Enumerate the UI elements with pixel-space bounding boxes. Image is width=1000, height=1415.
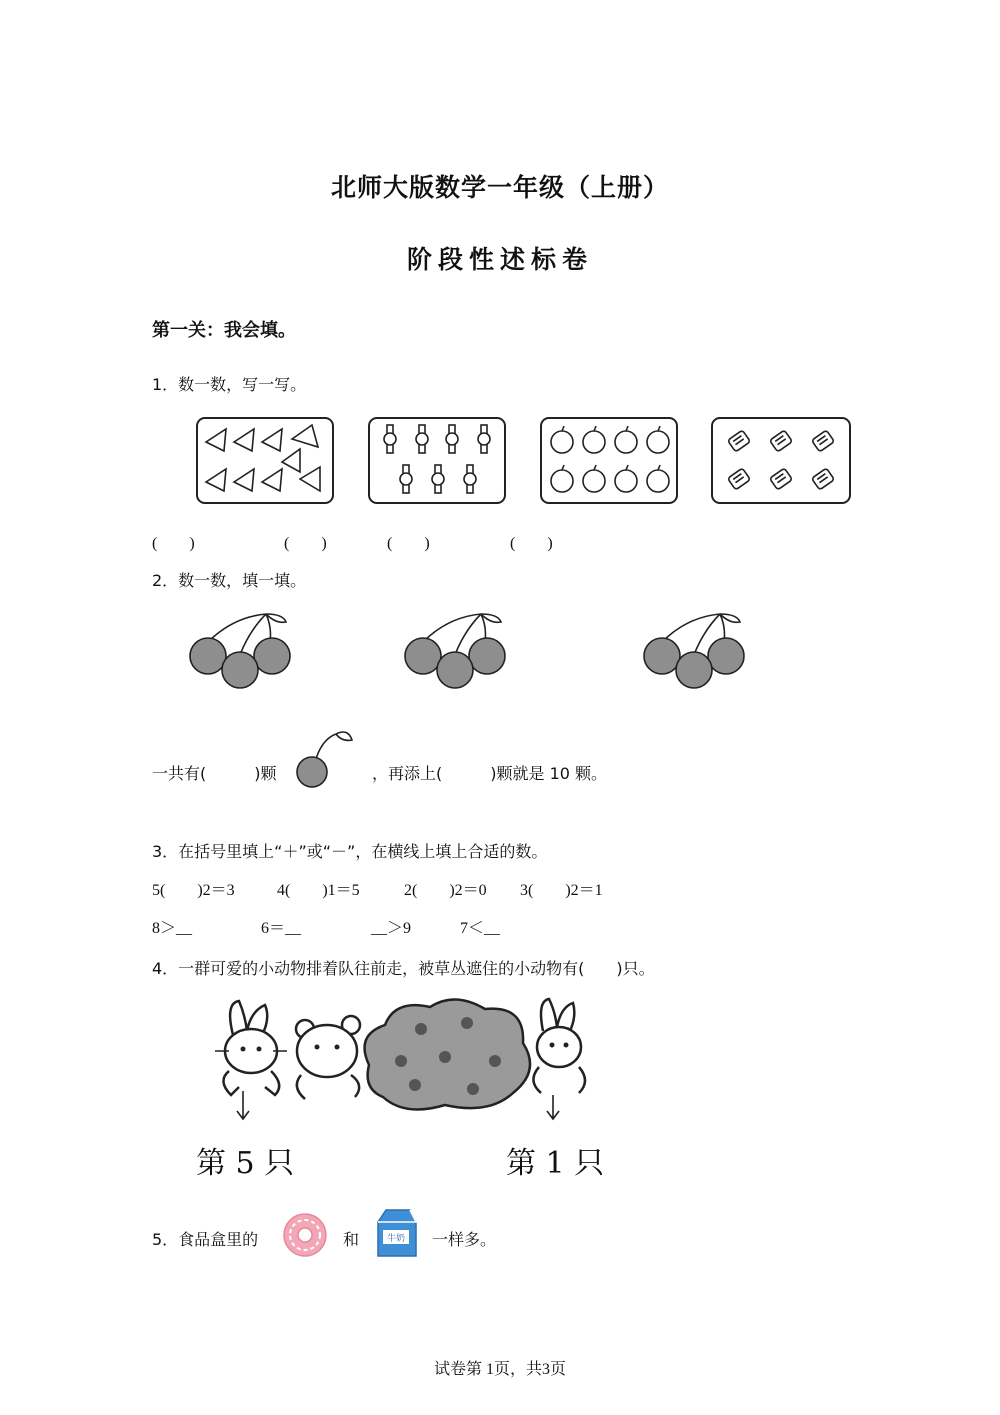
question-2-line-start: 一共有( )颗 (152, 764, 277, 783)
equation-2: 4( )1＝5 (277, 882, 360, 899)
snacks-picture-box (711, 417, 853, 505)
page-title: 北师大版数学一年级（上册） (330, 173, 669, 202)
hats-picture-box (196, 417, 336, 505)
equation-4: 3( )2＝1 (520, 882, 603, 899)
answer-blank-1[interactable]: ( ) (152, 535, 195, 552)
page-subtitle: 阶段性述标卷 (406, 245, 593, 274)
answer-blank-3[interactable]: ( ) (387, 535, 430, 552)
apple-icon (551, 426, 669, 492)
cherries-group-2 (403, 612, 513, 692)
rabbit-icon (215, 1001, 287, 1095)
milk-label: 牛奶 (386, 1234, 406, 1244)
question-5-prompt-start: 5．食品盒里的 (152, 1230, 259, 1249)
question-1-prompt: 1．数一数，写一写。 (152, 375, 307, 394)
compare-4: 7＜__ (460, 920, 501, 937)
hat-icon (206, 425, 320, 491)
question-5-prompt-end: 一样多。 (432, 1230, 497, 1249)
compare-1: 8＞__ (152, 920, 193, 937)
snack-pack-icon (728, 430, 835, 490)
answer-blank-2[interactable]: ( ) (284, 535, 327, 552)
compare-3: __＞9 (371, 920, 412, 937)
apples-picture-box (540, 417, 680, 505)
arrow-down-icon (237, 1091, 249, 1119)
cherries-group-1 (188, 612, 298, 692)
cherry-icon (644, 638, 744, 688)
answer-blank-4[interactable]: ( ) (510, 535, 553, 552)
watch-icon (384, 425, 490, 493)
milk-carton-icon (374, 1208, 418, 1258)
question-3-prompt: 3．在括号里填上“＋”或“－”，在横线上填上合适的数。 (152, 842, 548, 861)
animals-queue-picture (205, 995, 625, 1120)
cherry-icon (190, 638, 290, 688)
arrow-down-icon (547, 1095, 559, 1119)
question-5-and: 和 (343, 1230, 360, 1249)
label-fifth-animal: 第 5 只 (196, 1146, 295, 1181)
donut-icon (282, 1212, 328, 1258)
page-footer: 试卷第 1页，共3页 (433, 1361, 566, 1378)
question-2-line-end: ，再添上( )颗就是 10 颗。 (372, 764, 608, 783)
bush-icon (365, 999, 530, 1109)
question-4-prompt: 4．一群可爱的小动物排着队往前走，被草丛遮住的小动物有( )只。 (152, 959, 655, 978)
cherries-group-3 (642, 612, 752, 692)
equation-3: 2( )2＝0 (404, 882, 487, 899)
question-2-prompt: 2．数一数，填一填。 (152, 571, 307, 590)
watches-picture-box (368, 417, 508, 505)
cherry-icon (405, 638, 505, 688)
single-cherry-icon (296, 726, 358, 790)
rabbit-icon (533, 999, 585, 1093)
bear-icon (296, 1016, 360, 1099)
section-title: 第一关：我会填。 (152, 320, 296, 341)
compare-2: 6＝__ (261, 920, 302, 937)
label-first-animal: 第 1 只 (506, 1146, 605, 1181)
equation-1: 5( )2＝3 (152, 882, 235, 899)
